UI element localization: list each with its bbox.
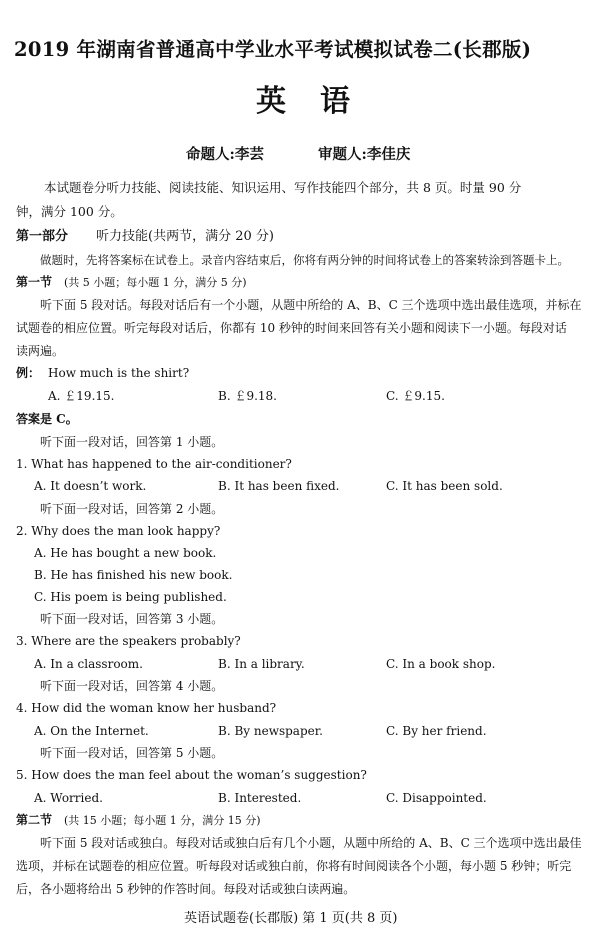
q3-option-c: C. In a book shop. bbox=[386, 657, 496, 671]
q5-prompt: 听下面一段对话，回答第 5 小题。 bbox=[40, 746, 224, 760]
q1-option-a: A. It doesn’t work. bbox=[34, 479, 147, 493]
q1-option-c: C. It has been sold. bbox=[386, 479, 503, 493]
section2-detail: (共 15 小题；每小题 1 分，满分 15 分) bbox=[64, 814, 261, 827]
q5-option-b: B. Interested. bbox=[218, 791, 302, 805]
setter-label: 命题人:李芸 bbox=[186, 146, 264, 163]
q4-prompt: 听下面一段对话，回答第 4 小题。 bbox=[40, 679, 224, 693]
example-option-a: A. ￡19.15. bbox=[48, 389, 115, 403]
q4-option-a: A. On the Internet. bbox=[34, 724, 149, 738]
part1-instruction: 做题时，先将答案标在试卷上。录音内容结束后，你将有两分钟的时间将试卷上的答案转涂到答题卡上。 bbox=[40, 253, 569, 267]
section2-line-3: 后，各小题将给出 5 秒钟的作答时间。每段对话或独白读两遍。 bbox=[16, 882, 356, 896]
q2-option-b: B. He has finished his new book. bbox=[34, 568, 233, 582]
q4-option-b: B. By newspaper. bbox=[218, 724, 323, 738]
q1-text: 1. What has happened to the air-conditioner? bbox=[16, 457, 292, 471]
example-answer: 答案是 C。 bbox=[16, 412, 78, 426]
intro-line-1: 本试题卷分听力技能、阅读技能、知识运用、写作技能四个部分，共 8 页。时量 90 分 bbox=[44, 180, 522, 195]
q3-option-a: A. In a classroom. bbox=[34, 657, 143, 671]
q4-option-c: C. By her friend. bbox=[386, 724, 487, 738]
q5-text: 5. How does the man feel about the woman’s suggestion? bbox=[16, 768, 367, 782]
q5-option-a: A. Worried. bbox=[34, 791, 103, 805]
section1-line-1: 听下面 5 段对话。每段对话后有一个小题，从题中所给的 A、B、C 三个选项中选出最佳选项，并标在 bbox=[40, 298, 582, 312]
intro-line-2: 钟，满分 100 分。 bbox=[16, 204, 123, 219]
q1-option-b: B. It has been fixed. bbox=[218, 479, 340, 493]
example-option-b: B. ￡9.18. bbox=[218, 389, 277, 403]
q2-option-c: C. His poem is being published. bbox=[34, 590, 227, 604]
q5-option-c: C. Disappointed. bbox=[386, 791, 487, 805]
reviewer-label: 审题人:李佳庆 bbox=[318, 146, 411, 163]
q2-text: 2. Why does the man look happy? bbox=[16, 524, 221, 538]
q3-prompt: 听下面一段对话，回答第 3 小题。 bbox=[40, 612, 224, 626]
section1-detail: (共 5 小题；每小题 1 分，满分 5 分) bbox=[64, 276, 247, 289]
part1-heading-detail: 听力技能(共两节，满分 20 分) bbox=[96, 229, 274, 244]
section2-line-2: 选项，并标在试题卷的相应位置。听每段对话或独白前，你将有时间阅读各个小题，每小题 5 秒钟；听完 bbox=[16, 859, 572, 873]
q3-text: 3. Where are the speakers probably? bbox=[16, 634, 241, 648]
example-label: 例： bbox=[16, 366, 41, 380]
section1-line-2: 试题卷的相应位置。听完每段对话后，你都有 10 秒钟的时间来回答有关小题和阅读下一小题。每段对话 bbox=[16, 321, 567, 335]
subject-title: 英 语 bbox=[256, 84, 352, 119]
exam-title: 2019 年湖南省普通高中学业水平考试模拟试卷二(长郡版) bbox=[14, 38, 532, 61]
q3-option-b: B. In a library. bbox=[218, 657, 305, 671]
q2-prompt: 听下面一段对话，回答第 2 小题。 bbox=[40, 502, 224, 516]
q2-option-a: A. He has bought a new book. bbox=[34, 546, 217, 560]
part1-heading: 第一部分 bbox=[16, 229, 69, 244]
example-option-c: C. ￡9.15. bbox=[386, 389, 445, 403]
page-footer: 英语试题卷(长郡版) 第 1 页(共 8 页) bbox=[184, 911, 398, 926]
section2-line-1: 听下面 5 段对话或独白。每段对话或独白后有几个小题，从题中所给的 A、B、C 三个选项中选出最佳 bbox=[40, 836, 582, 850]
section2-heading: 第二节 bbox=[16, 813, 53, 827]
q1-prompt: 听下面一段对话，回答第 1 小题。 bbox=[40, 435, 224, 449]
q4-text: 4. How did the woman know her husband? bbox=[16, 701, 277, 715]
section1-line-3: 读两遍。 bbox=[16, 344, 65, 358]
example-question: How much is the shirt? bbox=[48, 366, 190, 380]
section1-heading: 第一节 bbox=[16, 275, 53, 289]
